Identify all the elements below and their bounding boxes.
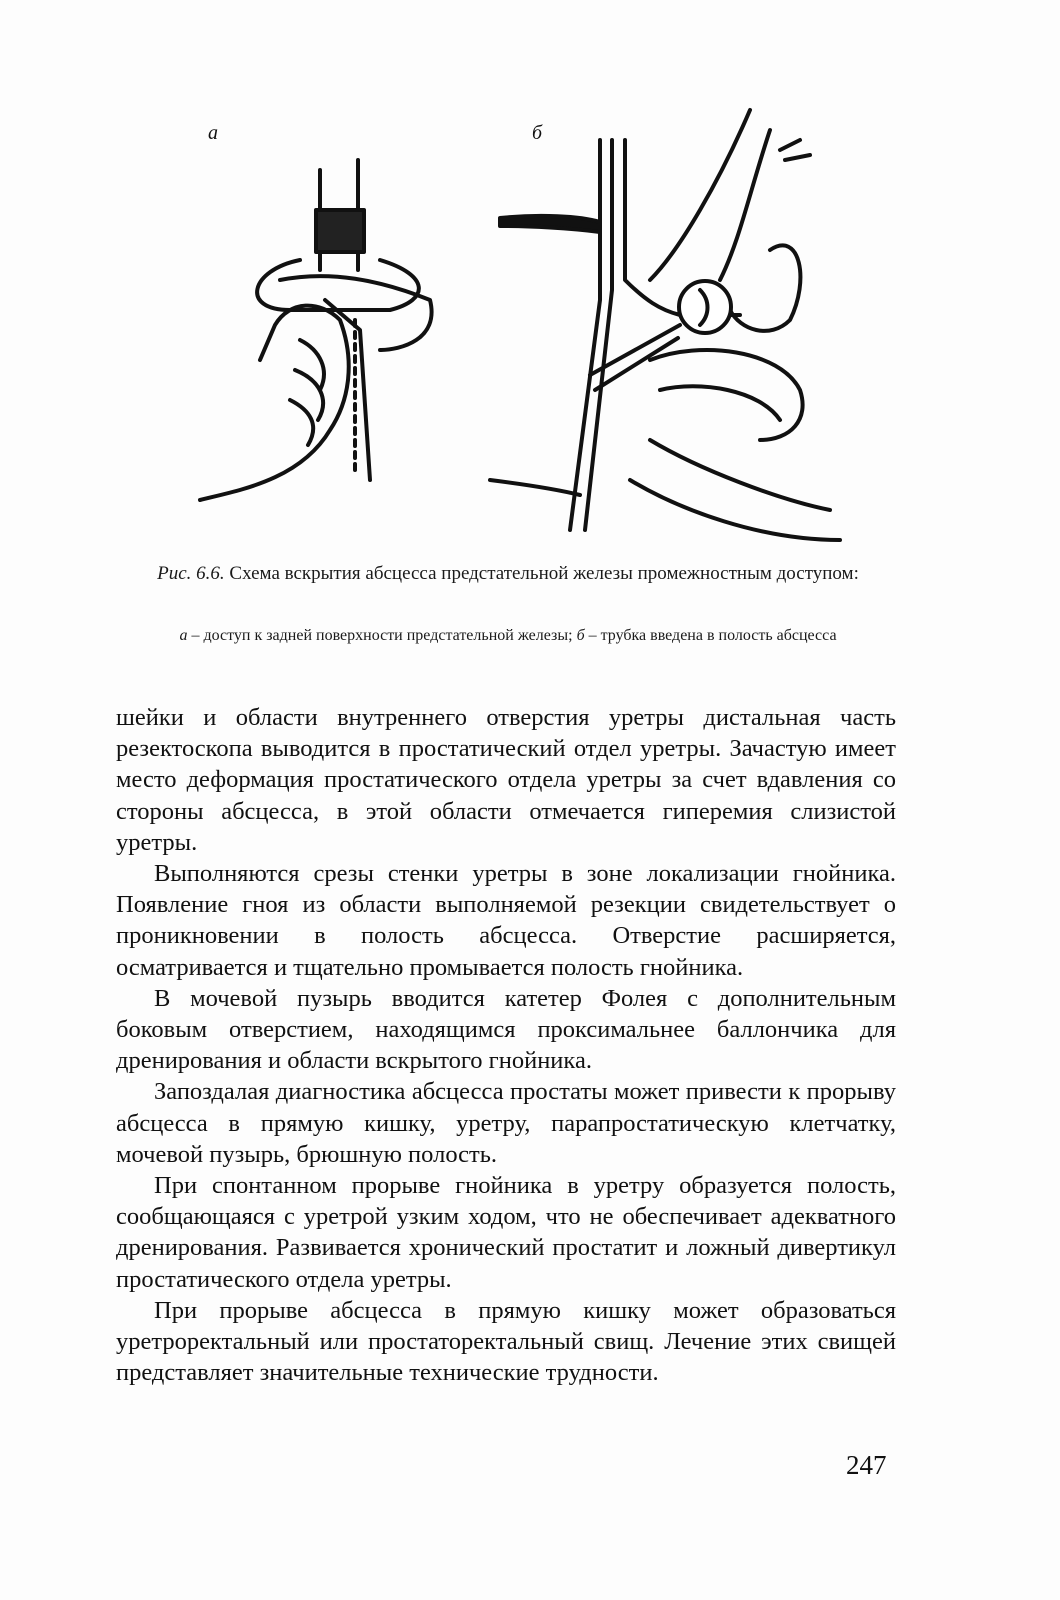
retractor-clamp xyxy=(316,210,364,252)
rectum-inner xyxy=(660,386,780,420)
tube-line-left xyxy=(570,140,612,530)
figure-caption-title xyxy=(108,560,908,588)
paragraph: При спонтанном прорыве гнойника в уретру образуется полость, сообщающаяся с уретрой узким ходом, что не обеспечивает адекватного дренирования. Развивается хронический простатит и ложный дивертикул простатического отдела уретры. xyxy=(116,1172,896,1293)
paragraph: Запоздалая диагностика абсцесса простаты может привести к прорыву абсцесса в прямую кишку, уретру, парапростатическую клетчатку, мочевой пузырь, брюшную полость. xyxy=(116,1078,896,1168)
legend-a-key: а xyxy=(179,627,188,644)
paragraph: При прорыве абсцесса в прямую кишку может образоваться уретроректальный или простаторектальный свищ. Лечение этих свищей представляет значительные технические трудности. xyxy=(116,1296,896,1387)
figure-number: Рис. 6.6. xyxy=(157,563,225,584)
anterior-wall xyxy=(650,110,750,280)
skin-line xyxy=(630,480,840,540)
hand-fingers xyxy=(290,340,324,445)
rectum-outline xyxy=(650,350,803,440)
hand-outline xyxy=(200,306,349,500)
panel-b-drawing xyxy=(490,110,840,540)
surgical-figure xyxy=(180,100,860,550)
left-margin-line xyxy=(490,480,580,495)
bladder-wall xyxy=(720,130,770,280)
perineum-line xyxy=(650,440,830,510)
paragraph: Выполняются срезы стенки уретры в зоне локализации гнойника. Появление гноя из области выполняемой резекции свидетельствует о проникновении в полость абсцесса. Отверстие расширяется, осматривается и тщательно промывается полость гнойника. xyxy=(116,860,896,981)
symphysis-mark xyxy=(500,216,600,232)
paragraph: В мочевой пузырь вводится катетер Фолея с дополнительным боковым отверстием, находящимся проксимальнее баллончика для дренирования и области вскрытого гнойника. xyxy=(116,984,896,1075)
legend-b-text: – трубка введена в полость абсцесса xyxy=(584,627,837,644)
bladder-lumen xyxy=(730,245,800,330)
panel-a-drawing xyxy=(200,160,432,500)
figure-illustration xyxy=(180,100,860,550)
body-text xyxy=(116,702,896,1388)
panel-b-label: б xyxy=(532,122,543,144)
retractor-blade xyxy=(257,260,419,310)
figure-title: Схема вскрытия абсцесса предстательной железы промежностным доступом: xyxy=(229,563,859,584)
legend-a-text: – доступ к задней поверхности предстательной железы; xyxy=(187,627,577,644)
hair-marks xyxy=(780,140,810,160)
figure-legend xyxy=(108,622,908,649)
paragraph: шейки и области внутреннего отверстия уретры дистальная часть резектоскопа выводится в простатический отдел уретры. Зачастую имеет место деформация простатического отдела уретры за счет вдавления со стороны абсцесса, в этой области отмечается гиперемия слизистой уретры. xyxy=(116,704,896,856)
abscess-cavity xyxy=(679,281,731,333)
page-number: 247 xyxy=(846,1450,887,1480)
legend-b-key: б xyxy=(576,627,585,644)
panel-a-label: а xyxy=(208,122,218,144)
